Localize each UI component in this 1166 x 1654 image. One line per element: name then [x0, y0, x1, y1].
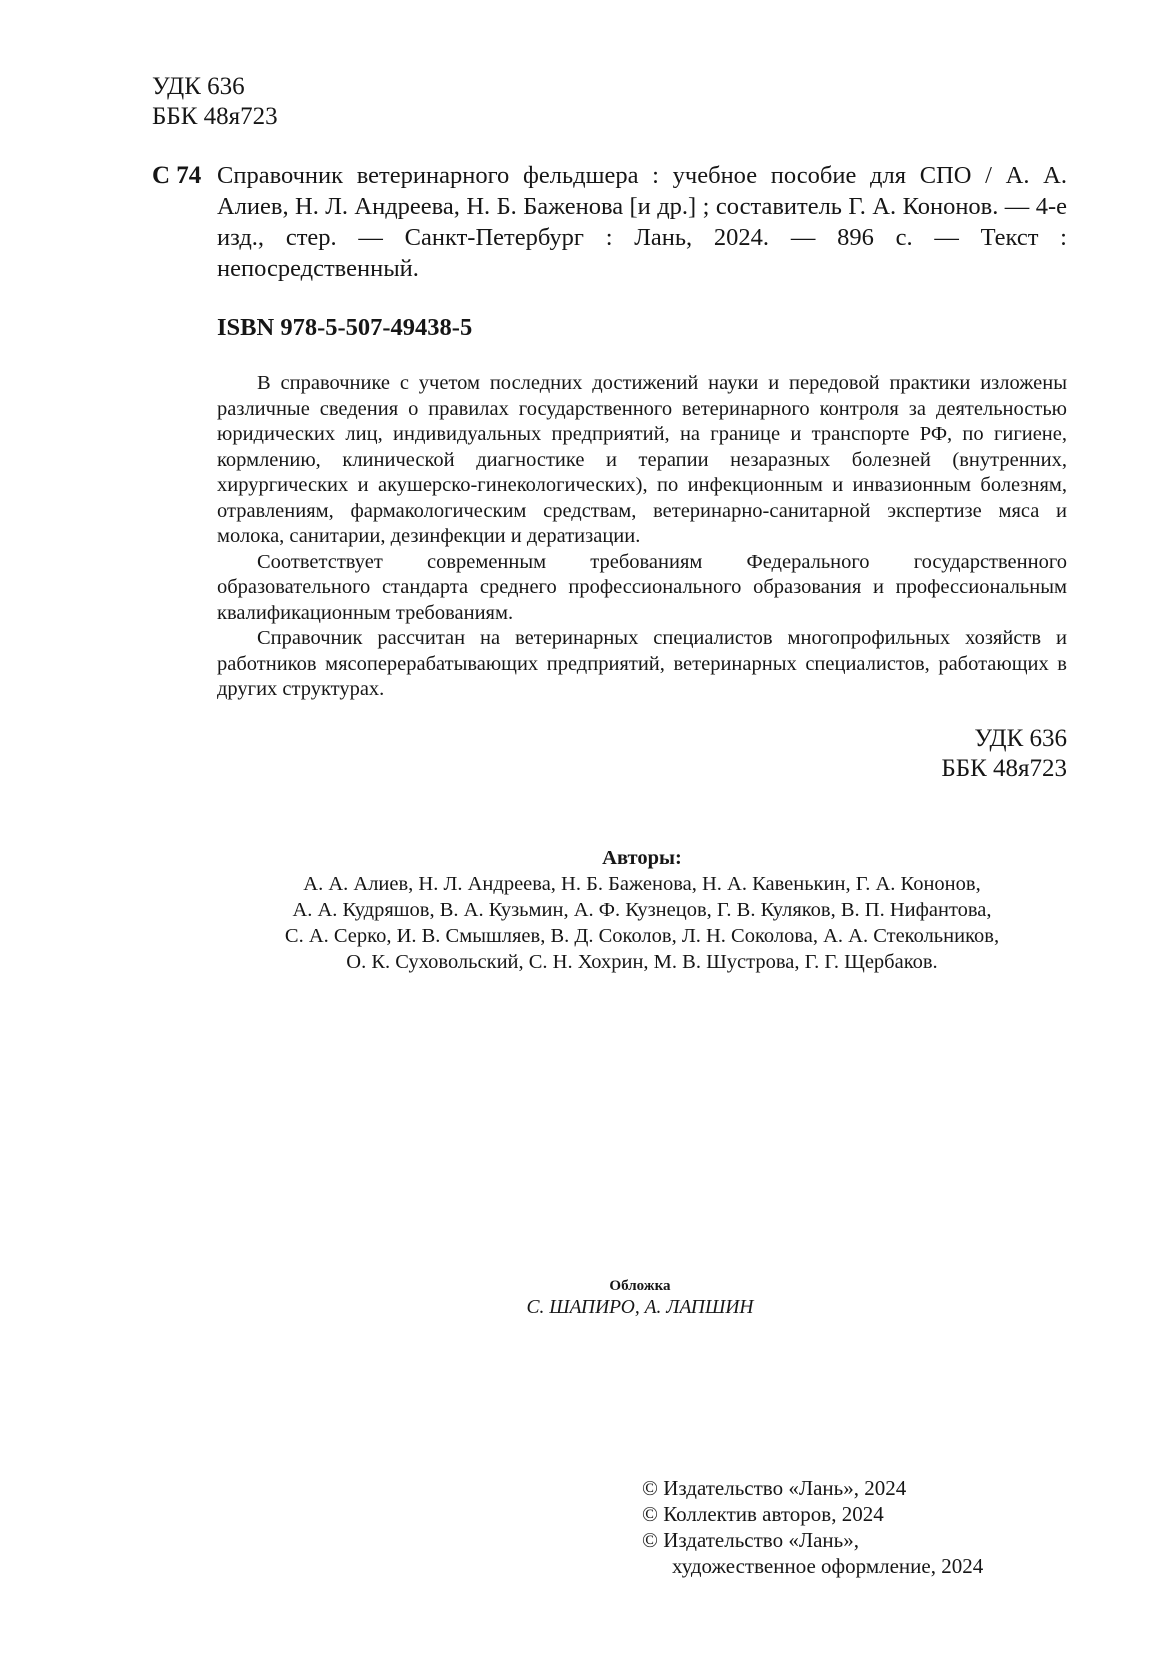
- annotation-paragraph: Соответствует современным требованиям Федерального государственного образовательного стандарта среднего профессионального образования и профессиональным квалификационным требованиям.: [217, 550, 1067, 624]
- bbk-code: ББК 48я723: [152, 103, 278, 130]
- bibliographic-text: Справочник ветеринарного фельдшера : учебное пособие для СПО / А. А. Алиев, Н. Л. Андреева, Н. Б. Баженова [и др.] ; составитель Г. А. Кононов. — 4-е изд., стер. — Санкт-Петербург : Лань, 2024. — 896 с. — Текст : непосредственный.: [217, 162, 1067, 282]
- copyright-block: [642, 1475, 983, 1579]
- udk-block-top: [152, 72, 278, 132]
- copyright-line: © Издательство «Лань»,: [642, 1528, 859, 1552]
- udk-code: УДК 636: [974, 725, 1067, 752]
- copyright-line: художественное оформление, 2024: [672, 1554, 984, 1578]
- author-cipher: С 74: [152, 162, 202, 189]
- udk-code: УДК 636: [152, 73, 245, 100]
- authors-line: А. А. Кудряшов, В. А. Кузьмин, А. Ф. Кузнецов, Г. В. Куляков, В. П. Нифантова,: [292, 899, 992, 921]
- copyright-line: © Издательство «Лань», 2024: [642, 1476, 907, 1500]
- cover-designers: С. ШАПИРО, А. ЛАПШИН: [526, 1297, 754, 1318]
- authors-section: [217, 845, 1067, 975]
- isbn: ISBN 978-5-507-49438-5: [217, 314, 473, 341]
- authors-line: С. А. Серко, И. В. Смышляев, В. Д. Соколов, Л. Н. Соколова, А. А. Стекольников,: [284, 925, 1000, 947]
- bibliographic-record: [217, 160, 1067, 284]
- cover-credits: [470, 1276, 810, 1320]
- annotation-paragraph: В справочнике с учетом последних достижений науки и передовой практики изложены различные сведения о правилах государственного ветеринарного контроля за деятельностью юридических лиц, индивидуальных предприятий, на границе и транспорте РФ, по гигиене, кормлению, клинической диагностике и терапии незаразных болезней (внутренних, хирургических и акушерско-гинекологических), по инфекционным и инвазионным болезням, отравлениям, фармакологическим средствам, ветеринарно-санитарной экспертизе мяса и молока, санитарии, дезинфекции и дератизации.: [217, 372, 1067, 547]
- udk-block-bottom: [941, 724, 1067, 784]
- authors-line: А. А. Алиев, Н. Л. Андреева, Н. Б. Баженова, Н. А. Кавенькин, Г. А. Кононов,: [303, 873, 981, 895]
- annotation: [217, 371, 1067, 703]
- cover-heading: Обложка: [609, 1278, 671, 1294]
- annotation-paragraph: Справочник рассчитан на ветеринарных специалистов многопрофильных хозяйств и работников мясоперерабатывающих предприятий, ветеринарных специалистов, работающих в других структурах.: [217, 627, 1067, 700]
- authors-heading: Авторы:: [602, 847, 682, 869]
- bbk-code: ББК 48я723: [941, 755, 1067, 782]
- copyright-line: © Коллектив авторов, 2024: [642, 1502, 884, 1526]
- authors-line: О. К. Суховольский, С. Н. Хохрин, М. В. Шустрова, Г. Г. Щербаков.: [346, 951, 938, 973]
